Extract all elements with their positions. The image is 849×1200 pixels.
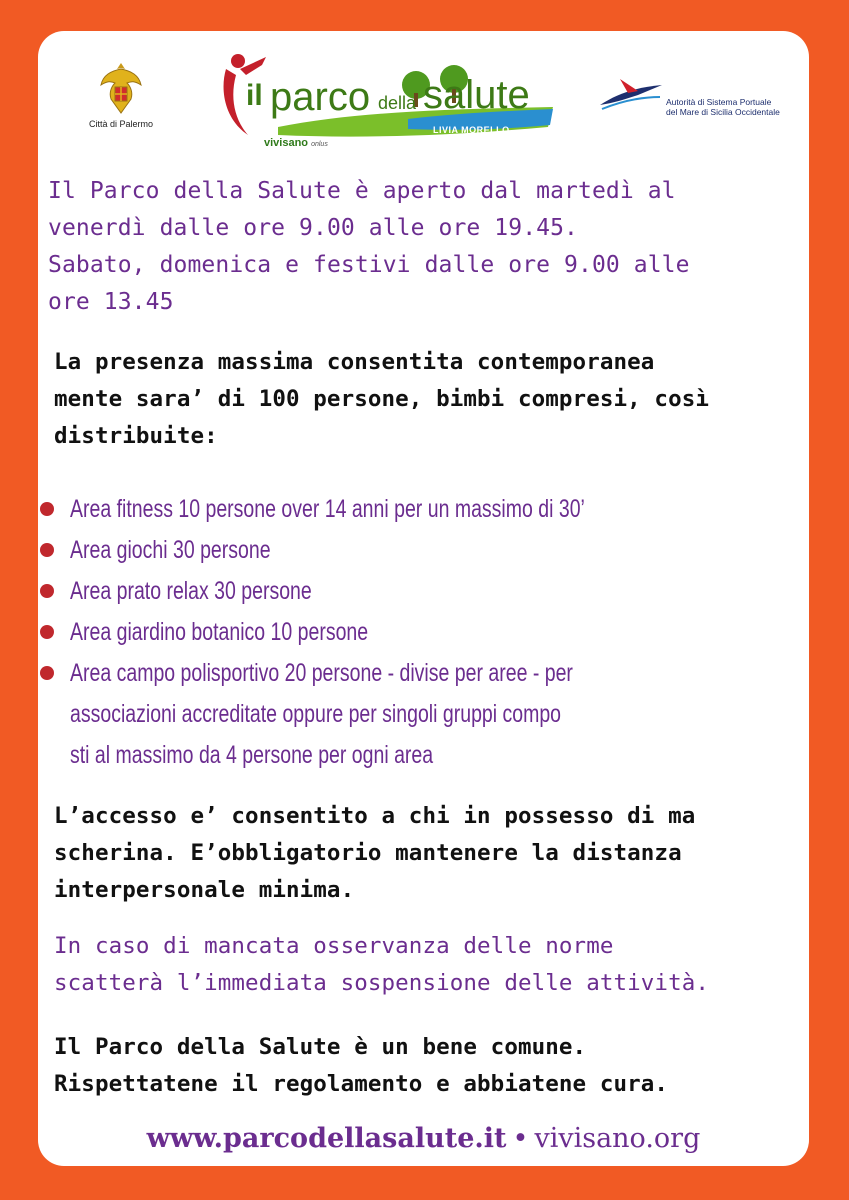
logo-vivisano: vivisano onlus: [264, 137, 328, 149]
list-item: Area fitness 10 persone over 14 anni per un massimo di 30’: [38, 489, 809, 530]
logo-word-parco: parco: [270, 75, 371, 119]
bullet-icon: [40, 543, 54, 557]
poster-card: [38, 31, 809, 1166]
palermo-caption: Città di Palermo: [88, 119, 154, 129]
footer-links: [38, 1123, 809, 1154]
list-item: Area prato relax 30 persone: [38, 571, 809, 612]
figure-head-icon: [231, 54, 245, 68]
bullet-icon: [40, 625, 54, 639]
logo-word-salute: salute: [423, 73, 530, 117]
list-item: Area campo polisportivo 20 persone - divise per aree - per associazioni accreditate oppure per singoli gruppi compo sti al massimo da 4 persone per ogni area: [38, 653, 809, 776]
palermo-logo: [78, 61, 164, 129]
footer-separator: •: [512, 1123, 529, 1154]
logo-word-il: il: [246, 79, 263, 112]
website-link[interactable]: www.parcodellasalute.it: [146, 1123, 507, 1154]
port-authority-logo: [598, 75, 798, 125]
list-item: Area giochi 30 persone: [38, 530, 809, 571]
warning-notice: In caso di mancata osservanza delle norme scatterà l’immediata sospensione delle attività.: [54, 933, 710, 996]
access-notice: L’accesso e’ consentito a chi in possesso di ma scherina. E’obbligatorio mantenere la distanza interpersonale minima.: [54, 803, 696, 903]
logo-sub-livia-morello: LIVIA MORELLO: [433, 125, 510, 135]
logo-word-della: della: [378, 93, 417, 113]
vivisano-link[interactable]: vivisano.org: [534, 1123, 701, 1154]
opening-hours: Il Parco della Salute è aperto dal martedì al venerdì dalle ore 9.00 alle ore 19.45. Sabato, domenica e festivi dalle ore 9.00 alle ore 13.45: [48, 178, 690, 315]
list-item: Area giardino botanico 10 persone: [38, 612, 809, 653]
eagle-crest-icon: [99, 61, 143, 117]
parco-della-salute-logo: [218, 49, 563, 149]
authority-name: Autorità di Sistema Portuale del Mare di Sicilia Occidentale: [666, 97, 780, 117]
ship-wave-icon: [598, 75, 664, 115]
capacity-notice: La presenza massima consentita contemporanea mente sara’ di 100 persone, bimbi compresi, così distribuite:: [54, 349, 710, 449]
bullet-icon: [40, 584, 54, 598]
bullet-icon: [40, 666, 54, 680]
area-list: [38, 489, 809, 776]
bullet-icon: [40, 502, 54, 516]
closing-notice: Il Parco della Salute è un bene comune. Rispettatene il regolamento e abbiatene cura.: [54, 1034, 669, 1097]
